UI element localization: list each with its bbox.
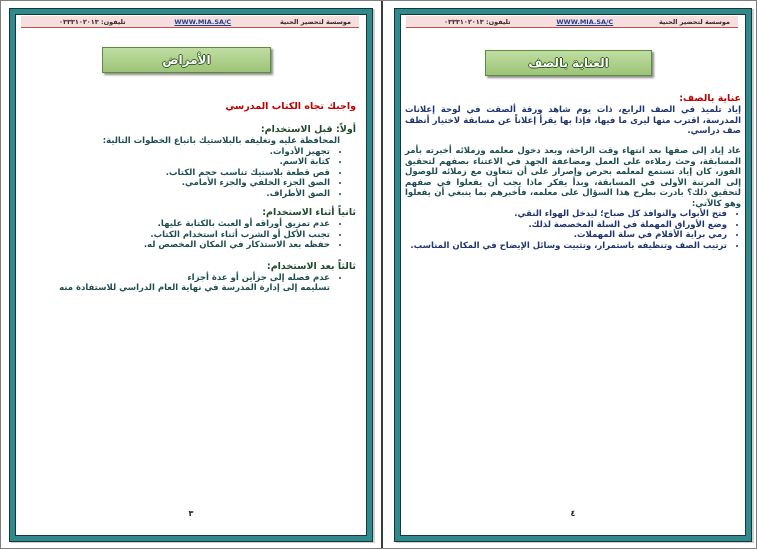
header-phone: تليفون: ٠٣٣٣١٠٢٠١٣ <box>444 17 511 26</box>
header-organization: موسسة لتحضير الحنية <box>658 17 730 26</box>
page-number: ٣ <box>188 509 194 518</box>
list-item: • عدم فصله إلى جزأين أو عدة أجزاء <box>44 273 330 284</box>
page-header <box>406 16 738 28</box>
page-title: الأمراض <box>162 53 211 67</box>
section-heading-during-use: ثانياً أثناء الاستخدام: <box>262 207 356 218</box>
list-item: • وضع الأوراق المهملة في السلة المخصصة لذلك. <box>405 220 727 231</box>
page-content <box>44 101 356 294</box>
page-left-sheet <box>15 14 367 536</box>
page-left <box>9 8 373 542</box>
story-paragraph: إياد تلميذ في الصف الرابع، ذات يوم شاهد ورقة ألصقت في لوحة إعلانات المدرسة، اقترب منها ليرى ما فيها، فإذا بها يقرأ إعلاناً عن مسابقة لاختيار أنظف صف دراسي. <box>405 105 741 136</box>
header-website-link[interactable]: WWW.MIA.SA/C <box>556 17 614 26</box>
before-use-list <box>44 147 356 200</box>
page-number: ٤ <box>570 509 576 518</box>
list-item: • رمي براية الأقلام في سلة المهملات. <box>405 230 727 241</box>
list-item: • ترتيب الصف وتنظيفه باستمرار، وتثبيت وسائل الإيضاح في المكان المناسب. <box>405 241 727 252</box>
list-item: • كتابة الاسم. <box>44 157 330 168</box>
class-care-list <box>405 209 741 251</box>
header-website-link[interactable]: WWW.MIA.SA/C <box>174 17 232 26</box>
section-heading-after-use: ثالثاً بعد الاستخدام: <box>266 260 356 272</box>
page-header <box>21 16 359 28</box>
section-heading-before-use: أولاً: قبل الاستخدام: <box>260 124 356 135</box>
page-content <box>405 93 741 251</box>
page-right-sheet <box>400 14 746 536</box>
list-item: • الصق الأطراف. <box>44 189 330 200</box>
header-organization: موسسة لتحضير الحنية <box>279 17 351 26</box>
page-right <box>394 8 752 542</box>
list-item: • تجهيز الأدوات. <box>44 147 330 158</box>
list-item: • فتح الأبواب والنوافذ كل صباح؛ ليدخل الهواء النقي. <box>405 209 727 220</box>
after-use-list <box>44 273 356 294</box>
page-title-box <box>485 50 652 76</box>
story-paragraph: عاد إياد إلى صفها بعد انتهاء وقت الراحة، وبعد دخول معلمه وزملائه أخبرته بأمر المسابقة، وحث زملاءه على العمل ومضاعفة الجهد في الاعتناء بصفهم لتحقيق الفوز، كان إياد تستمع لمعلمه بحرص وإصرار على أن تتعاون مع زملائه للوصول إلى المرتبة الأولى في المسابقة، وبدأ يفكر ماذا يجب أن يفعلوا في صفهم لتحقيق ذلك؟ بادرت بطرح هذا السؤال على معلمه، فأخبرهم بما ينبغي أن يفعلوا وهو كالآتي: <box>405 146 741 209</box>
section-intro: المحافظة عليه وتغليفه بالبلاستيك باتباع الخطوات التالية: <box>102 136 340 146</box>
topic-heading: عناية بالصف: <box>679 93 741 104</box>
list-item: • عدم تمزيق أوراقه أو العبث بالكتابة عليها. <box>44 219 330 230</box>
list-item: • الصق الجزء الخلفي والجزء الأمامي. <box>44 178 330 189</box>
list-item: • تجنب الأكل أو الشرب أثناء استخدام الكتاب. <box>44 230 330 241</box>
page-title: العناية بالصف <box>528 56 609 70</box>
topic-heading: واجبك تجاه الكتاب المدرسي <box>225 101 356 112</box>
list-item: تسليمه إلى إدارة المدرسة في نهاية العام الدراسي للاستفادة منه <box>59 283 330 293</box>
page-title-box <box>102 47 271 73</box>
book-spine <box>381 1 383 548</box>
during-use-list <box>44 219 356 251</box>
list-item: • حفظه بعد الاستذكار في المكان المخصص له. <box>44 240 330 251</box>
list-item: • قص قطعة بلاستيك تناسب حجم الكتاب. <box>44 168 330 179</box>
header-phone: تليفون: ٠٣٣٣١٠٢٠١٣ <box>59 17 126 26</box>
